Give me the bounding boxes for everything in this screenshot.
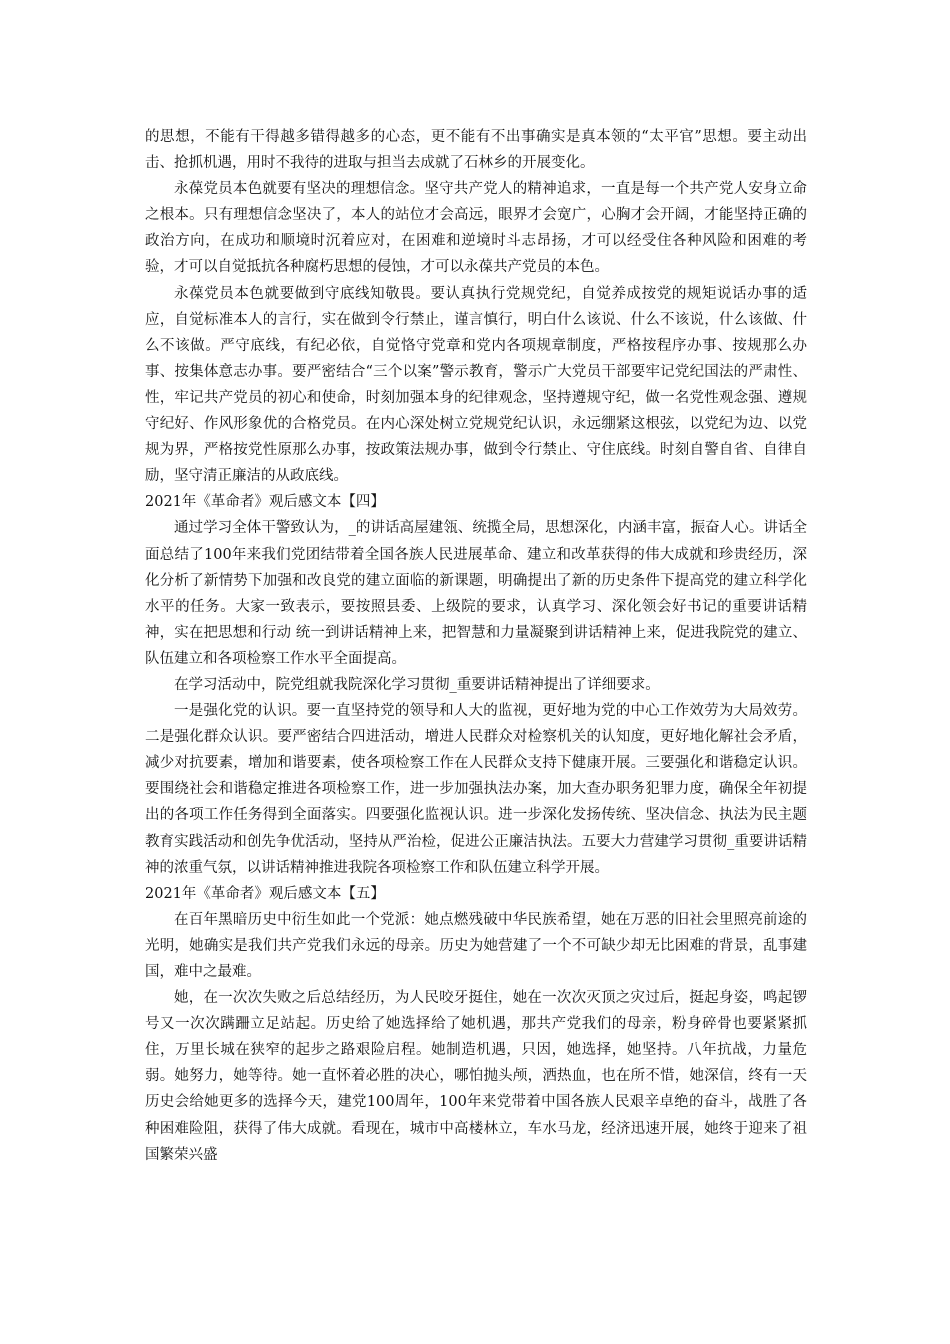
paragraph-party-history: 在百年黑暗历史中衍生如此一个党派：她点燃残破中华民族希望，她在万恶的旧社会里照亮前途的光明，她确实是我们共产党我们永远的母亲。历史为她营建了一个不可缺少却无比困难的背景，乱事建国，难中之最难。 <box>145 911 807 980</box>
paragraph-awareness-points: 一是强化党的认识。要一直坚持党的领导和人大的监视，更好地为党的中心工作效劳为大局效劳。二是强化群众认识。要严密结合四进活动，增进人民群众对检察机关的认知度，更好地化解社会矛盾，减少对抗要素，增加和谐要素，使各项检察工作在人民群众支持下健康开展。三要强化和谐稳定认识。要围绕社会和谐稳定推进各项检察工作，进一步加强执法办案，加大查办职务犯罪力度，确保全年初提出的各项工作任务得到全面落实。四要强化监视认识。进一步深化发扬传统、坚决信念、执法为民主题教育实践活动和创先争优活动，坚持从严治检，促进公正廉洁执法。五要大力营建学习贯彻_重要讲话精神的浓重气氛，以讲话精神推进我院各项检察工作和队伍建立科学开展。 <box>145 703 807 876</box>
paragraph-study-speech: 通过学习全体干警致认为，_的讲话高屋建瓴、统揽全局，思想深化，内涵丰富，振奋人心。讲话全面总结了100年来我们党团结带着全国各族人民进展革命、建立和改革获得的伟大成就和珍贵经历，深化分析了新情势下加强和改良党的建立面临的新课题，明确提出了新的历史条件下提高党的建立科学化水平的任务。大家一致表示，要按照县委、上级院的要求，认真学习、深化领会好书记的重要讲话精神，实在把思想和行动 统一到讲话精神上来，把智慧和力量凝聚到讲话精神上来，促进我院党的建立、队伍建立和各项检察工作水平全面提高。 <box>145 520 807 667</box>
paragraph-party-struggle: 她，在一次次失败之后总结经历，为人民咬牙挺住，她在一次次灭顶之灾过后，挺起身姿，鸣起锣号又一次次蹒跚立足站起。历史给了她选择给了她机遇，那共产党我们的母亲，粉身碎骨也要紧紧抓住，万里长城在狭窄的起步之路艰险启程。她制造机遇，只因，她选择，她坚持。八年抗战，力量危弱。她努力，她等待。她一直怀着必胜的决心，哪怕抛头颅，洒热血，也在所不惜，她深信，终有一天历史会给她更多的选择今天，建党100周年，100年来党带着中国各族人民艰辛卓绝的奋斗，战胜了各种困难险阻，获得了伟大成就。看现在，城市中高楼林立，车水马龙，经济迅速开展，她终于迎来了祖国繁荣兴盛 <box>145 990 807 1163</box>
paragraph-study-requirements: 在学习活动中，院党组就我院深化学习贯彻_重要讲话精神提出了详细要求。 <box>174 676 660 693</box>
paragraph-ideals: 永葆党员本色就要有坚决的理想信念。坚守共产党人的精神追求，一直是每一个共产党人安身立命之根本。只有理想信念坚决了，本人的站位才会高远，眼界才会宽广，心胸才会开阔，才能坚持正确的政治方向，在成功和顺境时沉着应对，在困难和逆境时斗志昂扬，才可以经受住各种风险和困难的考验，才可以自觉抵抗各种腐朽思想的侵蚀，才可以永葆共产党员的本色。 <box>145 181 807 276</box>
section-heading-five: 2021年《革命者》观后感文本【五】 <box>145 885 385 902</box>
section-heading-four: 2021年《革命者》观后感文本【四】 <box>145 494 385 511</box>
paragraph-continuation: 的思想，不能有干得越多错得越多的心态，更不能有不出事确实是真本领的“太平官”思想。要主动出击、抢抓机遇，用时不我待的进取与担当去成就了石林乡的开展变化。 <box>145 129 807 172</box>
paragraph-discipline: 永葆党员本色就要做到守底线知敬畏。要认真执行党规党纪，自觉养成按党的规矩说话办事的适应，自觉标准本人的言行，实在做到令行禁止，谨言慎行，明白什么该说、什么不该说，什么该做、什么不该做。严守底线，有纪必依，自觉恪守党章和党内各项规章制度，严格按程序办事、按规那么办事、按集体意志办事。要严密结合“三个以案”警示教育，警示广大党员干部要牢记党纪国法的严肃性、性，牢记共产党员的初心和使命，时刻加强本身的纪律观念，坚持遵规守纪，做一名党性观念强、遵规守纪好、作风形象优的合格党员。在内心深处树立党规党纪认识，永远绷紧这根弦，以党纪为边、以党规为界，严格按党性原那么办事，按政策法规办事，做到令行禁止、守住底线。时刻自警自省、自律自励，坚守清正廉洁的从政底线。 <box>145 285 807 485</box>
document-page <box>145 124 807 1168</box>
